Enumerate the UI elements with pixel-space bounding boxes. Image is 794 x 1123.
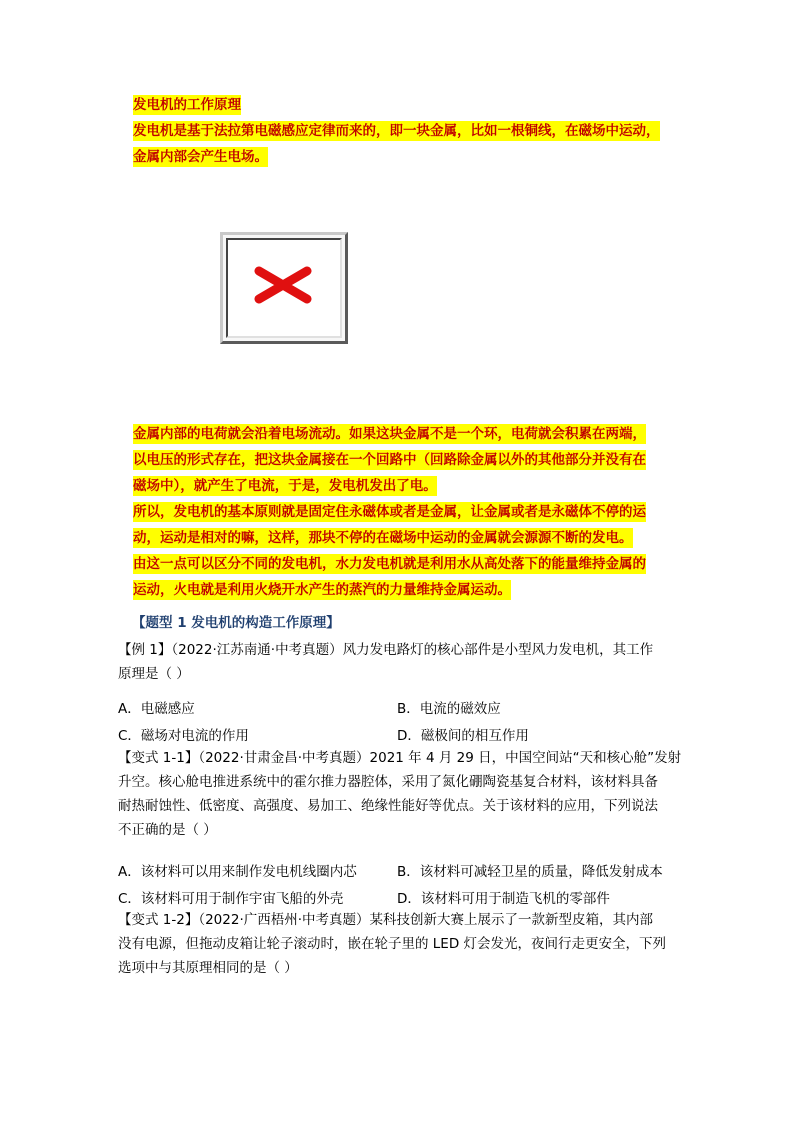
option-b[interactable]: B．该材料可减轻卫星的质量，降低发射成本 bbox=[397, 864, 663, 880]
red-x-icon bbox=[253, 265, 313, 305]
explain-line: 动，运动是相对的嘛，这样，那块不停的在磁场中运动的金属就会源源不断的发电。 bbox=[133, 530, 633, 546]
explain-line: 所以，发电机的基本原则就是固定住永磁体或者是金属，让金属或者是永磁体不停的运 bbox=[133, 504, 646, 520]
question-text-line: 没有电源，但拖动皮箱让轮子滚动时，嵌在轮子里的 LED 灯会发光，夜间行走更安全，下列 bbox=[118, 936, 667, 952]
option-c[interactable]: C．磁场对电流的作用 bbox=[118, 728, 249, 744]
question-text-line: 【变式 1-2】（2022·广西梧州·中考真题）某科技创新大赛上展示了一款新型皮箱，其内部 bbox=[118, 912, 654, 928]
question-text-line: 【变式 1-1】（2022·甘肃金昌·中考真题）2021 年 4 月 29 日，中国空间站“天和核心舱”发射 bbox=[118, 750, 682, 766]
explain-line: 由这一点可以区分不同的发电机，水力发电机就是利用水从高处落下的能量维持金属的 bbox=[133, 556, 646, 572]
question-text-line: 原理是（ ） bbox=[118, 666, 190, 682]
question-variant-1-2 bbox=[118, 908, 666, 980]
question-text-line: 耐热耐蚀性、低密度、高强度、易加工、绝缘性能好等优点。关于该材料的应用，下列说法 bbox=[118, 798, 658, 814]
explain-line: 磁场中），就产生了电流，于是，发电机发出了电。 bbox=[133, 478, 437, 494]
option-b[interactable]: B．电流的磁效应 bbox=[397, 701, 501, 717]
intro-title: 发电机的工作原理 bbox=[133, 97, 241, 113]
section-title: 【题型 1 发电机的构造工作原理】 bbox=[132, 615, 340, 631]
question-text-line: 升空。核心舱电推进系统中的霍尔推力器腔体，采用了氮化硼陶瓷基复合材料，该材料具备 bbox=[118, 774, 658, 790]
explain-line: 以电压的形式存在，把这块金属接在一个回路中（回路除金属以外的其他部分并没有在 bbox=[133, 452, 646, 468]
intro-line: 发电机是基于法拉第电磁感应定律而来的，即一块金属，比如一根铜线，在磁场中运动， bbox=[133, 123, 660, 139]
option-d[interactable]: D．该材料可用于制造飞机的零部件 bbox=[397, 891, 610, 907]
option-c[interactable]: C．该材料可用于制作宇宙飞船的外壳 bbox=[118, 891, 344, 907]
explain-line: 运动，火电就是利用火烧开水产生的蒸汽的力量维持金属运动。 bbox=[133, 582, 511, 598]
option-d[interactable]: D．磁极间的相互作用 bbox=[397, 728, 529, 744]
question-text-line: 【例 1】（2022·江苏南通·中考真题）风力发电路灯的核心部件是小型风力发电机，其工作 bbox=[118, 642, 654, 658]
question-variant-1-1 bbox=[118, 746, 681, 842]
broken-image-placeholder bbox=[220, 232, 348, 344]
question-example-1 bbox=[118, 638, 653, 686]
option-a[interactable]: A．电磁感应 bbox=[118, 701, 195, 717]
option-a[interactable]: A．该材料可以用来制作发电机线圈内芯 bbox=[118, 864, 357, 880]
explain-line: 金属内部的电荷就会沿着电场流动。如果这块金属不是一个环，电荷就会积累在两端， bbox=[133, 426, 646, 442]
intro-highlight-block bbox=[133, 92, 681, 170]
question-text-line: 不正确的是（ ） bbox=[118, 822, 217, 838]
question-text-line: 选项中与其原理相同的是（ ） bbox=[118, 960, 298, 976]
intro-line: 金属内部会产生电场。 bbox=[133, 149, 268, 165]
explain-highlight-block bbox=[133, 421, 681, 603]
